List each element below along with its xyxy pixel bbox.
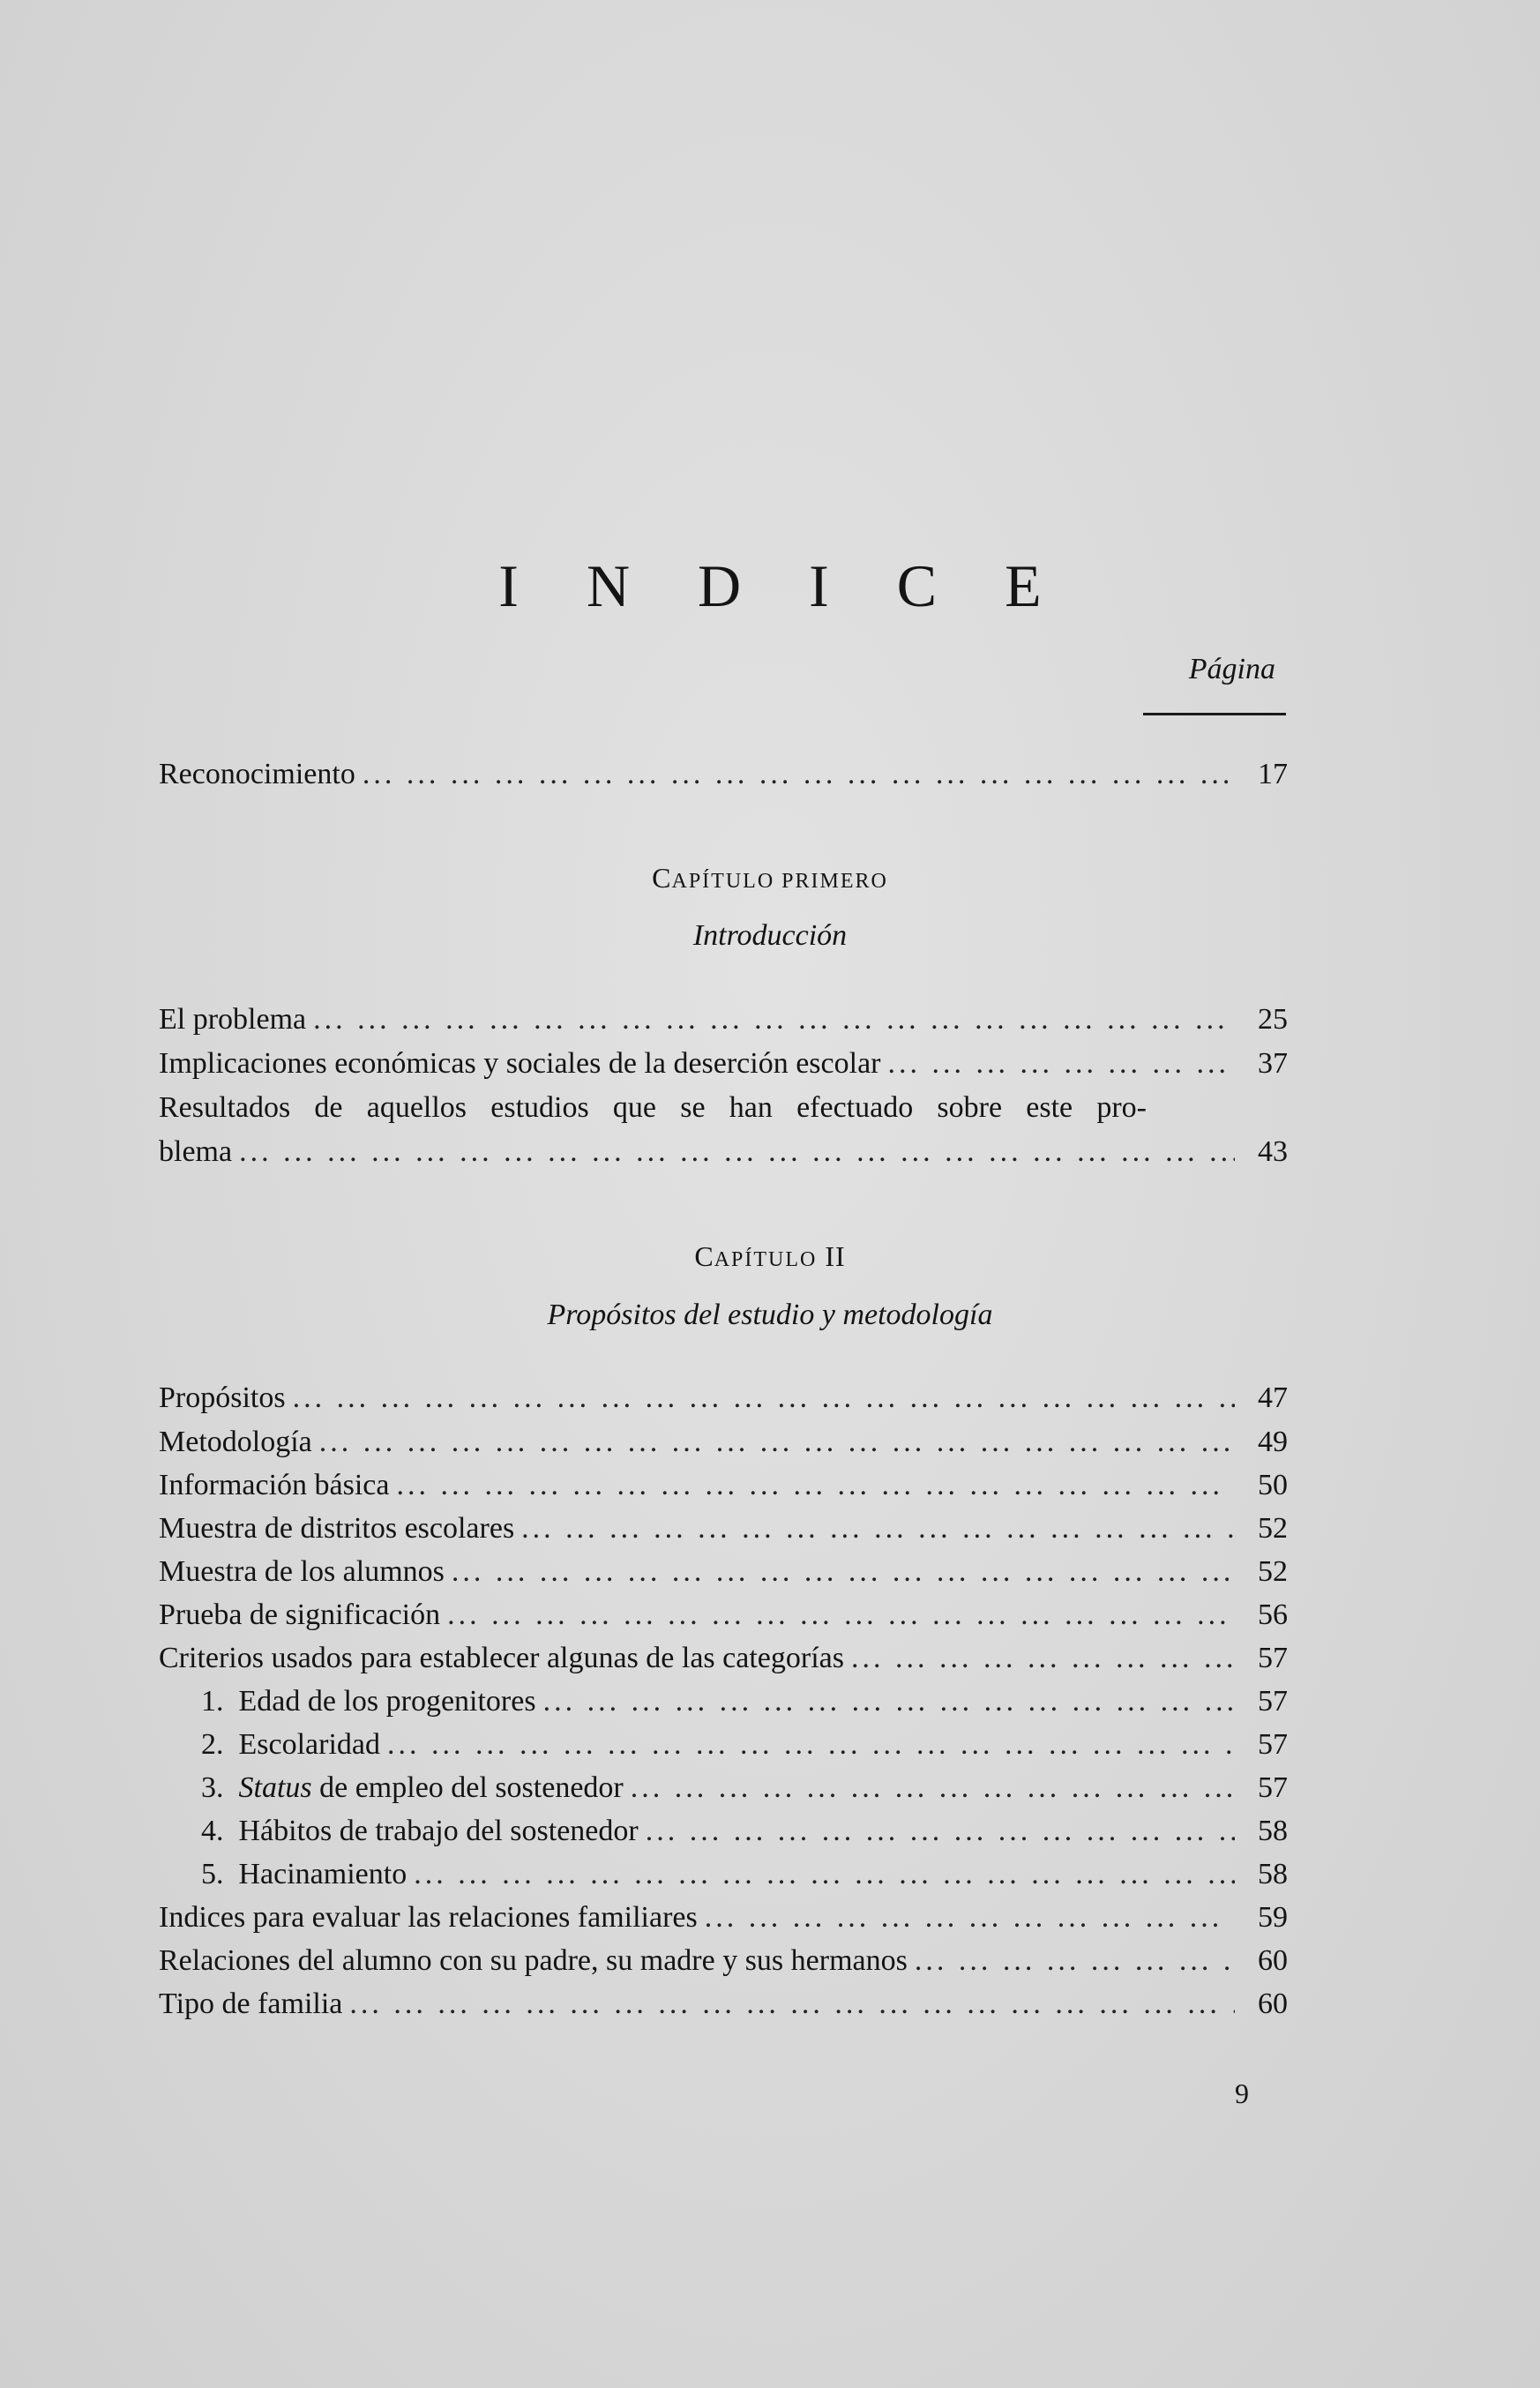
dot-leader <box>397 1468 1236 1503</box>
toc-entry <box>159 1511 1244 1546</box>
dot-leader <box>239 1134 1235 1170</box>
toc-entry-text: Criterios usados para establecer algunas de las categorías <box>159 1642 844 1674</box>
toc-entry-text: Reconocimiento <box>159 758 355 790</box>
toc-page-number: 57 <box>1258 1728 1288 1761</box>
dot-leader <box>313 1002 1235 1037</box>
chapter-subtitle: Propósitos del estudio y metodología <box>547 1299 993 1331</box>
toc-entry-text: Metodología <box>159 1426 312 1458</box>
toc-entry-text: Escolaridad <box>238 1728 380 1761</box>
toc-entry <box>159 1468 1244 1503</box>
toc-entry <box>159 1943 1244 1979</box>
toc-entry-text: blema <box>159 1135 233 1168</box>
toc-entry-text: Edad de los progenitores <box>238 1685 536 1718</box>
toc-subentry <box>201 1770 1244 1806</box>
chapter-heading-rest: APÍTULO <box>714 1248 818 1271</box>
toc-page-number: 47 <box>1258 1381 1288 1414</box>
toc-page-number: 37 <box>1258 1047 1288 1080</box>
toc-subentry-number: 5. <box>201 1858 224 1890</box>
toc-entry-text: Tipo de familia <box>159 1988 343 2020</box>
toc-entry <box>159 1046 1244 1082</box>
toc-entry <box>159 1002 1244 1037</box>
toc-subentry <box>201 1857 1244 1892</box>
toc-entry-text: Prueba de significación <box>159 1598 441 1631</box>
chapter-subtitle: Introducción <box>692 919 848 952</box>
dot-leader <box>705 1900 1235 1935</box>
dot-leader <box>363 757 1235 792</box>
toc-page-number: 52 <box>1258 1512 1288 1545</box>
page-folio-number: 9 <box>1235 2077 1249 2109</box>
toc-entry <box>159 1598 1244 1633</box>
toc-page-number: 50 <box>1258 1469 1288 1501</box>
toc-subentry-number: 1. <box>201 1685 224 1718</box>
dot-leader <box>447 1598 1235 1633</box>
toc-page-number: 58 <box>1258 1815 1288 1847</box>
toc-page-number: 25 <box>1258 1003 1288 1036</box>
dot-leader <box>293 1381 1235 1416</box>
dot-leader <box>915 1943 1235 1979</box>
dot-leader <box>631 1770 1235 1806</box>
toc-entry <box>159 1134 1244 1170</box>
toc-entry-text: Hábitos de trabajo del sostenedor <box>238 1815 639 1847</box>
toc-subentry-number: 3. <box>201 1771 224 1804</box>
dot-leader <box>414 1857 1235 1892</box>
dot-leader <box>349 1987 1235 2022</box>
toc-page-number: 60 <box>1258 1988 1288 2020</box>
toc-entry-text: Relaciones del alumno con su padre, su madre y sus hermanos <box>159 1944 908 1977</box>
toc-entry <box>159 1900 1244 1935</box>
toc-page-number: 56 <box>1258 1598 1288 1631</box>
toc-entry-italic-text: Status <box>238 1771 312 1804</box>
chapter-heading <box>0 1240 1540 1273</box>
toc-subentry-number: 4. <box>201 1815 224 1847</box>
toc-entry-text: de empleo del sostenedor <box>319 1771 624 1804</box>
dot-leader <box>851 1641 1235 1676</box>
dot-leader <box>521 1511 1235 1546</box>
chapter-heading-initial: C <box>694 1240 714 1272</box>
toc-entry-text: Implicaciones económicas y sociales de la deserción escolar <box>159 1047 881 1080</box>
chapter-heading-number: II <box>825 1240 846 1272</box>
toc-entry <box>159 1554 1244 1590</box>
toc-page-number: 49 <box>1258 1426 1288 1458</box>
toc-subentry-number: 2. <box>201 1728 224 1761</box>
toc-page-number: 57 <box>1258 1685 1288 1718</box>
toc-entry-text: Muestra de distritos escolares <box>159 1512 515 1545</box>
toc-page-number: 52 <box>1258 1555 1288 1588</box>
dot-leader <box>319 1425 1235 1460</box>
toc-entry <box>159 1987 1244 2022</box>
toc-entry-text: Propósitos <box>159 1381 286 1414</box>
dot-leader <box>888 1046 1236 1082</box>
dot-leader <box>452 1554 1235 1590</box>
toc-entry-text: Información básica <box>159 1469 390 1501</box>
chapter-heading-initial: C <box>652 862 672 894</box>
toc-page-number: 57 <box>1258 1771 1288 1804</box>
page-column-label: Página <box>1188 653 1275 685</box>
toc-entry-text: Muestra de los alumnos <box>159 1555 445 1588</box>
chapter-heading <box>0 862 1540 895</box>
dot-leader <box>387 1727 1235 1763</box>
toc-page-number: 59 <box>1258 1901 1288 1934</box>
toc-page-number: 60 <box>1258 1944 1288 1977</box>
toc-subentry <box>201 1727 1244 1763</box>
toc-entry <box>159 1381 1244 1416</box>
toc-entry-text: Indices para evaluar las relaciones familiares <box>159 1901 698 1934</box>
dot-leader <box>646 1814 1235 1849</box>
toc-entry <box>159 1641 1244 1676</box>
toc-page-number: 43 <box>1258 1135 1288 1168</box>
toc-page-number: 57 <box>1258 1642 1288 1674</box>
toc-subentry <box>201 1684 1244 1719</box>
toc-entry <box>159 757 1244 792</box>
toc-entry-text-line1: Resultados de aquellos estudios que se han efectuado sobre este pro- <box>159 1091 1147 1124</box>
dot-leader <box>543 1684 1235 1719</box>
toc-entry-text: El problema <box>159 1003 307 1036</box>
toc-entry-text: Hacinamiento <box>238 1858 407 1890</box>
toc-entry <box>159 1425 1244 1460</box>
page-column-rule <box>1143 713 1286 715</box>
chapter-heading-rest: APÍTULO PRIMERO <box>671 870 888 893</box>
toc-subentry <box>201 1814 1244 1849</box>
index-title: I N D I C E <box>498 552 1068 619</box>
toc-page-number: 58 <box>1258 1858 1288 1890</box>
toc-page-number: 17 <box>1258 758 1288 790</box>
